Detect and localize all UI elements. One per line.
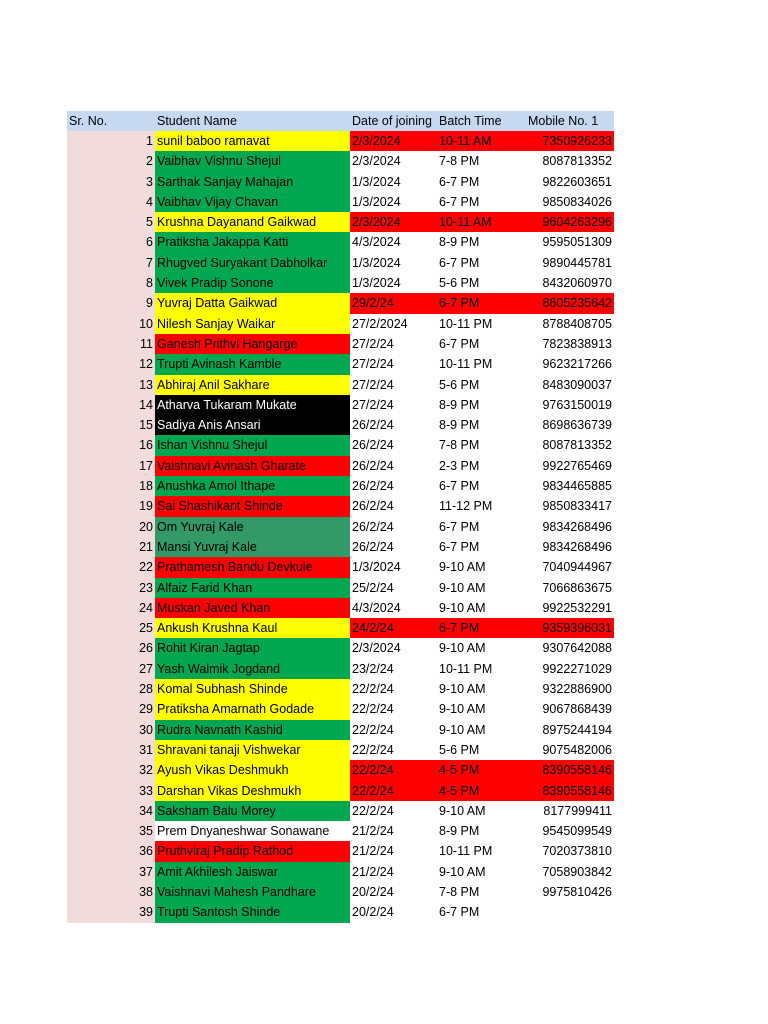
batch-time-cell[interactable]: 5-6 PM — [439, 377, 480, 392]
sr-no-cell[interactable]: 20 — [67, 517, 155, 537]
sr-no-cell[interactable]: 21 — [67, 537, 155, 557]
student-name-cell[interactable]: Abhiraj Anil Sakhare — [155, 375, 350, 395]
student-name-cell[interactable]: Trupti Santosh Shinde — [155, 902, 350, 922]
table-row — [67, 862, 614, 882]
mobile-no-cell[interactable]: 8483090037 — [542, 377, 612, 392]
sr-no-cell[interactable]: 25 — [67, 618, 155, 638]
table-row — [67, 841, 614, 861]
date-of-joining-cell[interactable]: 22/2/24 — [352, 742, 394, 757]
student-name-cell[interactable]: Yuvraj Datta Gaikwad — [155, 293, 350, 313]
mobile-no-cell[interactable]: 9890445781 — [542, 255, 612, 270]
batch-time-cell[interactable]: 10-11 AM — [437, 131, 526, 151]
mobile-no-cell[interactable]: 8605235642 — [526, 293, 614, 313]
batch-time-cell[interactable]: 9-10 AM — [439, 803, 486, 818]
student-name-cell[interactable]: Muskan Javed Khan — [155, 598, 350, 618]
sr-no-cell[interactable]: 19 — [67, 496, 155, 516]
table-row — [67, 476, 614, 496]
student-name-cell[interactable]: Shravani tanaji Vishwekar — [155, 740, 350, 760]
sr-no-cell[interactable]: 36 — [67, 841, 155, 861]
batch-time-cell[interactable]: 6-7 PM — [437, 618, 526, 638]
date-of-joining-cell[interactable]: 20/2/24 — [352, 905, 394, 920]
sr-no-cell[interactable]: 28 — [67, 679, 155, 699]
batch-time-cell[interactable]: 8-9 PM — [439, 235, 480, 250]
student-name-cell[interactable]: Sadiya Anis Ansari — [155, 415, 350, 435]
student-name-cell[interactable]: Amit Akhilesh Jaiswar — [155, 862, 350, 882]
mobile-no-cell[interactable]: 7350926233 — [526, 131, 614, 151]
batch-time-cell[interactable]: 6-7 PM — [439, 539, 480, 554]
header-mobile-no[interactable]: Mobile No. 1 — [526, 111, 614, 131]
date-of-joining-cell[interactable]: 29/2/24 — [350, 293, 437, 313]
date-of-joining-cell[interactable]: 27/2/2024 — [352, 316, 408, 331]
mobile-no-cell[interactable]: 7020373810 — [542, 844, 612, 859]
mobile-no-cell[interactable]: 7066863675 — [542, 580, 612, 595]
sr-no-cell[interactable]: 2 — [67, 151, 155, 171]
date-of-joining-cell[interactable]: 21/2/24 — [352, 844, 394, 859]
student-name-cell[interactable]: Prem Dnyaneshwar Sonawane — [157, 824, 330, 839]
mobile-no-cell[interactable]: 9850833417 — [542, 499, 612, 514]
sr-no-cell[interactable]: 13 — [67, 375, 155, 395]
date-of-joining-cell[interactable]: 22/2/24 — [350, 760, 437, 780]
sr-no-cell[interactable]: 4 — [67, 192, 155, 212]
batch-time-cell[interactable]: 9-10 AM — [439, 682, 486, 697]
date-of-joining-cell[interactable]: 2/3/2024 — [350, 212, 437, 232]
mobile-no-cell[interactable]: 7058903842 — [542, 864, 612, 879]
student-name-cell[interactable]: Ishan Vishnu Shejul — [155, 435, 350, 455]
date-of-joining-cell[interactable]: 26/2/24 — [352, 539, 394, 554]
student-name-cell[interactable]: Atharva Tukaram Mukate — [155, 395, 350, 415]
date-of-joining-cell[interactable]: 2/3/2024 — [350, 131, 437, 151]
sr-no-cell[interactable]: 12 — [67, 354, 155, 374]
header-row — [67, 111, 614, 131]
sr-no-cell[interactable]: 39 — [67, 902, 155, 922]
sr-no-cell[interactable]: 27 — [67, 659, 155, 679]
table-row — [67, 882, 614, 902]
batch-time-cell[interactable]: 10-11 PM — [439, 661, 493, 676]
batch-time-cell[interactable]: 6-7 PM — [439, 336, 480, 351]
mobile-no-cell[interactable]: 9850834026 — [542, 194, 612, 209]
mobile-no-cell[interactable]: 9067868439 — [542, 702, 612, 717]
mobile-no-cell[interactable]: 9623217266 — [542, 357, 612, 372]
student-name-cell[interactable]: Alfaiz Farid Khan — [155, 578, 350, 598]
batch-time-cell[interactable]: 10-11 PM — [439, 357, 493, 372]
batch-time-cell[interactable]: 10-11 PM — [439, 844, 493, 859]
sr-no-cell[interactable]: 18 — [67, 476, 155, 496]
batch-time-cell[interactable]: 8-9 PM — [439, 418, 480, 433]
table-row — [67, 375, 614, 395]
date-of-joining-cell[interactable]: 26/2/24 — [352, 519, 394, 534]
date-of-joining-cell[interactable]: 22/2/24 — [350, 781, 437, 801]
date-of-joining-cell[interactable]: 23/2/24 — [352, 661, 394, 676]
table-row — [67, 537, 614, 557]
table-row — [67, 131, 614, 151]
sr-no-cell[interactable]: 37 — [67, 862, 155, 882]
batch-time-cell[interactable]: 4-5 PM — [437, 781, 526, 801]
batch-time-cell[interactable]: 8-9 PM — [439, 824, 480, 839]
student-name-cell[interactable]: Vaibhav Vijay Chavan — [155, 192, 350, 212]
student-name-cell[interactable]: Trupti Avinash Kamble — [155, 354, 350, 374]
sr-no-cell[interactable]: 15 — [67, 415, 155, 435]
mobile-no-cell[interactable]: 9834268496 — [542, 539, 612, 554]
date-of-joining-cell[interactable]: 26/2/24 — [352, 458, 394, 473]
batch-time-cell[interactable]: 7-8 PM — [439, 154, 480, 169]
batch-time-cell[interactable]: 4-5 PM — [437, 760, 526, 780]
student-name-cell[interactable]: Rhugved Suryakant Dabholkar — [155, 253, 350, 273]
student-name-cell[interactable]: Anushka Amol Ithape — [155, 476, 350, 496]
date-of-joining-cell[interactable]: 4/3/2024 — [352, 235, 401, 250]
mobile-no-cell[interactable]: 9075482006 — [542, 742, 612, 757]
mobile-no-cell[interactable]: 8432060970 — [542, 276, 612, 291]
date-of-joining-cell[interactable]: 24/2/24 — [350, 618, 437, 638]
sr-no-cell[interactable]: 34 — [67, 801, 155, 821]
table-row — [67, 638, 614, 658]
student-name-cell[interactable]: Om Yuvraj Kale — [155, 517, 350, 537]
batch-time-cell[interactable]: 5-6 PM — [439, 742, 480, 757]
mobile-no-cell[interactable]: 8177999411 — [543, 803, 612, 818]
table-row — [67, 151, 614, 171]
mobile-no-cell[interactable]: 8087813352 — [542, 154, 612, 169]
table-row — [67, 354, 614, 374]
header-student-name[interactable]: Student Name — [155, 111, 350, 131]
student-name-cell[interactable]: Vivek Pradip Sonone — [155, 273, 350, 293]
date-of-joining-cell[interactable]: 1/3/2024 — [352, 276, 401, 291]
batch-time-cell[interactable]: 6-7 PM — [439, 194, 480, 209]
date-of-joining-cell[interactable]: 27/2/24 — [352, 336, 394, 351]
header-batch-time[interactable]: Batch Time — [437, 111, 526, 131]
batch-time-cell[interactable]: 9-10 AM — [439, 580, 486, 595]
date-of-joining-cell[interactable]: 26/2/24 — [352, 499, 394, 514]
table-body — [67, 131, 614, 923]
date-of-joining-cell[interactable]: 2/3/2024 — [352, 154, 401, 169]
table-row — [67, 679, 614, 699]
batch-time-cell[interactable]: 7-8 PM — [439, 438, 480, 453]
student-name-cell[interactable]: Mansi Yuvraj Kale — [155, 537, 350, 557]
student-name-cell[interactable]: Prathamesh Bandu Devkule — [155, 557, 350, 577]
sr-no-cell[interactable]: 30 — [67, 720, 155, 740]
date-of-joining-cell[interactable]: 1/3/2024 — [352, 560, 401, 575]
table-row — [67, 720, 614, 740]
batch-time-cell[interactable]: 8-9 PM — [439, 397, 480, 412]
sr-no-cell[interactable]: 35 — [67, 821, 155, 841]
sr-no-cell[interactable]: 31 — [67, 740, 155, 760]
sr-no-cell[interactable]: 29 — [67, 699, 155, 719]
student-name-cell[interactable]: Pratiksha Jakappa Katti — [155, 232, 350, 252]
table-row — [67, 517, 614, 537]
table-row — [67, 902, 614, 922]
table-row — [67, 314, 614, 334]
student-name-cell[interactable]: Sai Shashikant Shinde — [155, 496, 350, 516]
mobile-no-cell[interactable]: 7823838913 — [542, 336, 612, 351]
table-row — [67, 273, 614, 293]
date-of-joining-cell[interactable]: 22/2/24 — [352, 682, 394, 697]
batch-time-cell[interactable]: 9-10 AM — [439, 864, 486, 879]
batch-time-cell[interactable]: 6-7 PM — [439, 174, 480, 189]
table-row — [67, 212, 614, 232]
mobile-no-cell[interactable]: 9922765469 — [542, 458, 612, 473]
sr-no-cell[interactable]: 33 — [67, 781, 155, 801]
table-row — [67, 618, 614, 638]
mobile-no-cell[interactable]: 9763150019 — [542, 397, 612, 412]
date-of-joining-cell[interactable]: 25/2/24 — [352, 580, 394, 595]
student-table — [67, 111, 614, 923]
date-of-joining-cell[interactable]: 22/2/24 — [352, 702, 394, 717]
header-sr-no[interactable]: Sr. No. — [67, 111, 155, 131]
table-row — [67, 456, 614, 476]
date-of-joining-cell[interactable]: 26/2/24 — [352, 418, 394, 433]
sr-no-cell[interactable]: 14 — [67, 395, 155, 415]
student-name-cell[interactable]: Krushna Dayanand Gaikwad — [155, 212, 350, 232]
mobile-no-cell[interactable]: 9922271029 — [542, 661, 612, 676]
date-of-joining-cell[interactable]: 27/2/24 — [352, 357, 394, 372]
batch-time-cell[interactable]: 9-10 AM — [439, 702, 486, 717]
sr-no-cell[interactable]: 11 — [67, 334, 155, 354]
sr-no-cell[interactable]: 22 — [67, 557, 155, 577]
table-row — [67, 172, 614, 192]
table-row — [67, 557, 614, 577]
sr-no-cell[interactable]: 9 — [67, 293, 155, 313]
date-of-joining-cell[interactable]: 26/2/24 — [352, 438, 394, 453]
student-name-cell[interactable]: Pruthviraj Pradip Rathod — [155, 841, 350, 861]
table-row — [67, 801, 614, 821]
sr-no-cell[interactable]: 38 — [67, 882, 155, 902]
student-name-cell[interactable]: Ankush Krushna Kaul — [155, 618, 350, 638]
mobile-no-cell[interactable]: 8087813352 — [542, 438, 612, 453]
student-name-cell[interactable]: Nilesh Sanjay Waikar — [155, 314, 350, 334]
student-name-cell[interactable]: Rudra Navnath Kashid — [155, 720, 350, 740]
batch-time-cell[interactable]: 6-7 PM — [437, 293, 526, 313]
mobile-no-cell[interactable]: 8788408705 — [542, 316, 612, 331]
student-name-cell[interactable]: Komal Subhash Shinde — [155, 679, 350, 699]
mobile-no-cell[interactable]: 9545099549 — [542, 824, 612, 839]
sr-no-cell[interactable]: 26 — [67, 638, 155, 658]
batch-time-cell[interactable]: 6-7 PM — [439, 905, 480, 920]
batch-time-cell[interactable]: 7-8 PM — [439, 884, 480, 899]
student-name-cell[interactable]: Pratiksha Amarnath Godade — [155, 699, 350, 719]
student-name-cell[interactable]: Vaibhav Vishnu Shejul — [155, 151, 350, 171]
date-of-joining-cell[interactable]: 20/2/24 — [352, 884, 394, 899]
batch-time-cell[interactable]: 10-11 PM — [439, 316, 493, 331]
date-of-joining-cell[interactable]: 22/2/24 — [352, 803, 394, 818]
table-row — [67, 598, 614, 618]
table-row — [67, 334, 614, 354]
date-of-joining-cell[interactable]: 27/2/24 — [352, 397, 394, 412]
sr-no-cell[interactable]: 8 — [67, 273, 155, 293]
sr-no-cell[interactable]: 5 — [67, 212, 155, 232]
sr-no-cell[interactable]: 7 — [67, 253, 155, 273]
mobile-no-cell[interactable]: 9604263296 — [526, 212, 614, 232]
mobile-no-cell[interactable]: 8390558146 — [526, 760, 614, 780]
mobile-no-cell[interactable]: 8390558146 — [526, 781, 614, 801]
table-row — [67, 781, 614, 801]
mobile-no-cell[interactable]: 9822603651 — [542, 174, 612, 189]
date-of-joining-cell[interactable]: 21/2/24 — [352, 864, 394, 879]
mobile-no-cell[interactable]: 9322886900 — [542, 682, 612, 697]
student-name-cell[interactable]: sunil baboo ramavat — [155, 131, 350, 151]
mobile-no-cell[interactable]: 9834465885 — [542, 479, 612, 494]
mobile-no-cell[interactable]: 9595051309 — [542, 235, 612, 250]
date-of-joining-cell[interactable]: 27/2/24 — [352, 377, 394, 392]
sr-no-cell[interactable]: 1 — [67, 131, 155, 151]
table-row — [67, 496, 614, 516]
batch-time-cell[interactable]: 9-10 AM — [439, 722, 486, 737]
mobile-no-cell[interactable]: 9922532291 — [542, 600, 612, 615]
table-row — [67, 395, 614, 415]
batch-time-cell[interactable]: 6-7 PM — [439, 519, 480, 534]
table-row — [67, 192, 614, 212]
batch-time-cell[interactable]: 5-6 PM — [439, 276, 480, 291]
mobile-no-cell[interactable]: 9307642088 — [542, 641, 612, 656]
batch-time-cell[interactable]: 6-7 PM — [439, 479, 480, 494]
date-of-joining-cell[interactable]: 21/2/24 — [352, 824, 394, 839]
sr-no-cell[interactable]: 17 — [67, 456, 155, 476]
sr-no-cell[interactable]: 10 — [67, 314, 155, 334]
date-of-joining-cell[interactable]: 1/3/2024 — [352, 194, 401, 209]
mobile-no-cell[interactable]: 9834268496 — [542, 519, 612, 534]
table-row — [67, 821, 614, 841]
table-row — [67, 232, 614, 252]
sr-no-cell[interactable]: 23 — [67, 578, 155, 598]
table-row — [67, 760, 614, 780]
student-name-cell[interactable]: Saksham Balu Morey — [155, 801, 350, 821]
batch-time-cell[interactable]: 6-7 PM — [439, 255, 480, 270]
student-name-cell[interactable]: Vaishnavi Avinash Gharate — [155, 456, 350, 476]
mobile-no-cell[interactable] — [526, 902, 614, 922]
sr-no-cell[interactable]: 32 — [67, 760, 155, 780]
batch-time-cell[interactable]: 9-10 AM — [439, 641, 486, 656]
batch-time-cell[interactable]: 2-3 PM — [439, 458, 480, 473]
sr-no-cell[interactable]: 3 — [67, 172, 155, 192]
batch-time-cell[interactable]: 9-10 AM — [439, 560, 486, 575]
student-name-cell[interactable]: Yash Walmik Jogdand — [155, 659, 350, 679]
student-name-cell[interactable]: Darshan Vikas Deshmukh — [155, 781, 350, 801]
date-of-joining-cell[interactable]: 4/3/2024 — [352, 600, 401, 615]
table-row — [67, 293, 614, 313]
table-row — [67, 740, 614, 760]
table-row — [67, 699, 614, 719]
date-of-joining-cell[interactable]: 22/2/24 — [352, 722, 394, 737]
batch-time-cell[interactable]: 9-10 AM — [439, 600, 486, 615]
student-name-cell[interactable]: Ayush Vikas Deshmukh — [155, 760, 350, 780]
date-of-joining-cell[interactable]: 26/2/24 — [352, 479, 394, 494]
table-row — [67, 253, 614, 273]
batch-time-cell[interactable]: 11-12 PM — [439, 499, 493, 514]
mobile-no-cell[interactable]: 8975244194 — [542, 722, 612, 737]
date-of-joining-cell[interactable]: 1/3/2024 — [352, 174, 401, 189]
mobile-no-cell[interactable]: 7040944967 — [542, 560, 612, 575]
student-name-cell[interactable]: Ganesh Prithvi Hangarge — [155, 334, 350, 354]
student-name-cell[interactable]: Rohit Kiran Jagtap — [155, 638, 350, 658]
table-row — [67, 578, 614, 598]
table-row — [67, 659, 614, 679]
mobile-no-cell[interactable]: 9975810426 — [542, 884, 612, 899]
student-name-cell[interactable]: Sarthak Sanjay Mahajan — [155, 172, 350, 192]
date-of-joining-cell[interactable]: 1/3/2024 — [352, 255, 401, 270]
table-row — [67, 435, 614, 455]
sr-no-cell[interactable]: 24 — [67, 598, 155, 618]
sr-no-cell[interactable]: 6 — [67, 232, 155, 252]
header-date-of-joining[interactable]: Date of joining — [350, 111, 437, 131]
mobile-no-cell[interactable]: 9359396031 — [526, 618, 614, 638]
batch-time-cell[interactable]: 10-11 AM — [437, 212, 526, 232]
sr-no-cell[interactable]: 16 — [67, 435, 155, 455]
table-row — [67, 415, 614, 435]
student-name-cell[interactable]: Vaishnavi Mahesh Pandhare — [155, 882, 350, 902]
mobile-no-cell[interactable]: 8698636739 — [542, 418, 612, 433]
date-of-joining-cell[interactable]: 2/3/2024 — [352, 641, 401, 656]
